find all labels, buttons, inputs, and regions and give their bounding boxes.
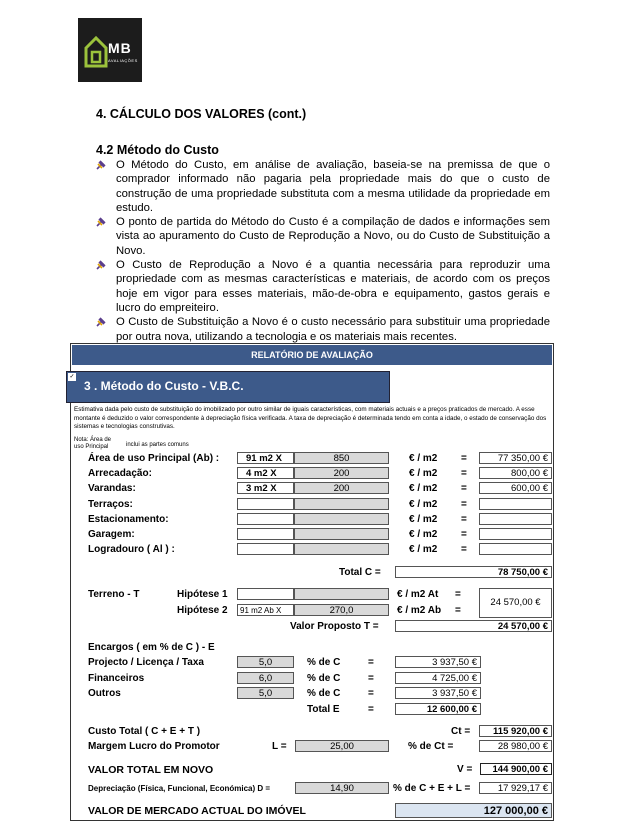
terreno-label: Terreno - T (88, 589, 140, 600)
hipotese2-unit: € / m2 Ab (397, 605, 442, 616)
depreciacao-label: Depreciação (Física, Funcional, Económica) D = (88, 784, 271, 793)
bullet-text: O ponto de partida do Método do Custo é a compilação de dados e informações sem vista ao apuramento do Custo de Reprodução a Novo, ou do Custo de Substituição a Novo. (116, 216, 550, 257)
area-price[interactable]: 850 (294, 452, 389, 464)
area-label: Terraços: (88, 499, 133, 510)
margem-l: L = (272, 741, 287, 752)
area-total: 77 350,00 € (479, 452, 552, 464)
encargo-value: 3 937,50 € (395, 687, 481, 699)
total-e-eq: = (368, 704, 374, 715)
area-qty[interactable]: 91 m2 X (237, 452, 294, 464)
area-total (479, 543, 552, 555)
area-label: Área de uso Principal (Ab) : (88, 453, 220, 464)
total-c-value: 78 750,00 € (395, 566, 552, 578)
encargo-label: Financeiros (88, 673, 145, 684)
encargo-eq: = (368, 673, 374, 684)
area-eq: = (461, 529, 467, 540)
margem-label: Margem Lucro do Promotor (88, 741, 220, 752)
area-label: Estacionamento: (88, 514, 169, 525)
pin-bullet-icon (96, 315, 116, 344)
company-logo (78, 18, 142, 82)
encargo-eq: = (368, 688, 374, 699)
area-eq: = (461, 514, 467, 525)
area-label: Garagem: (88, 529, 135, 540)
ct-value: 115 920,00 € (479, 725, 552, 737)
encargo-eq: = (368, 657, 374, 668)
encargo-label: Projecto / Licença / Taxa (88, 657, 204, 668)
depreciacao-value: 17 929,17 € (479, 782, 552, 794)
list-item (96, 215, 550, 258)
note-label: Nota: Área de uso Principal (74, 437, 112, 450)
margem-unit: % de Ct = (408, 741, 454, 752)
hipotese2-qty[interactable]: 91 m2 Ab X (237, 604, 294, 616)
area-unit: € / m2 (409, 544, 438, 555)
ct-label: Ct = (451, 726, 471, 737)
valor-novo-label: VALOR TOTAL EM NOVO (88, 764, 214, 776)
area-total (479, 528, 552, 540)
area-unit: € / m2 (409, 468, 438, 479)
total-c-label: Total C = (339, 567, 381, 578)
total-e-value: 12 600,00 € (395, 703, 481, 715)
area-total (479, 513, 552, 525)
area-eq: = (461, 544, 467, 555)
area-qty[interactable] (237, 528, 294, 540)
mercado-value: 127 000,00 € (395, 803, 552, 818)
hipotese1-price[interactable] (294, 588, 389, 600)
valor-novo-v: V = (457, 764, 473, 775)
list-item (96, 158, 550, 215)
area-qty[interactable]: 4 m2 X (237, 467, 294, 479)
area-label: Arrecadação: (88, 468, 152, 479)
hipotese1-unit: € / m2 At (397, 589, 439, 600)
encargo-label: Outros (88, 688, 121, 699)
logo-letters: MB (108, 40, 132, 56)
pin-bullet-icon (96, 258, 116, 315)
encargos-label: Encargos ( em % de C ) - E (88, 642, 215, 653)
hipotese2-label: Hipótese 2 (177, 605, 228, 616)
hipotese2-price[interactable]: 270,0 (294, 604, 389, 616)
area-price[interactable]: 200 (294, 467, 389, 479)
report-title-bar: RELATÓRIO DE AVALIAÇÃO (72, 345, 552, 365)
area-price[interactable] (294, 513, 389, 525)
area-total (479, 498, 552, 510)
area-unit: € / m2 (409, 514, 438, 525)
bullet-text: O Método do Custo, em análise de avaliação, baseia-se na premissa de que o comprador informado não pagaria pela propriedade mais do que o custo de construção de uma propriedade substituta com a mesma utilidade da propriedade em estudo. (116, 159, 550, 214)
area-unit: € / m2 (409, 453, 438, 464)
total-e-label: Total E (307, 704, 340, 715)
logo-subtitle: AVALIAÇÕES (108, 58, 138, 63)
area-qty[interactable]: 3 m2 X (237, 482, 294, 494)
bullet-text: O Custo de Substituição a Novo é o custo necessário para substituir uma propriedade por outra nova, utilizando a tecnologia e os materiais mais recentes. (116, 316, 550, 343)
area-total: 800,00 € (479, 467, 552, 479)
area-unit: € / m2 (409, 529, 438, 540)
encargo-unit: % de C (307, 657, 341, 668)
list-item (96, 258, 550, 315)
encargo-value: 3 937,50 € (395, 656, 481, 668)
subsection-heading: 4.2 Método do Custo (96, 143, 219, 157)
depreciacao-unit: % de C + E + L = (393, 783, 471, 794)
area-label: Logradouro ( Al ) : (88, 544, 175, 555)
valor-novo-value: 144 900,00 € (480, 763, 552, 775)
list-item (96, 315, 550, 344)
area-unit: € / m2 (409, 483, 438, 494)
valor-proposto-label: Valor Proposto T = (290, 621, 379, 632)
area-price[interactable] (294, 498, 389, 510)
area-label: Varandas: (88, 483, 136, 494)
area-eq: = (461, 499, 467, 510)
hipotese2-eq: = (455, 605, 461, 616)
area-unit: € / m2 (409, 499, 438, 510)
hipotese1-qty[interactable] (237, 588, 294, 600)
method-description: Estimativa dada pelo custo de substituição do imobilizado por outro similar de iguais características, com materiais actuais e a preços praticados de mercado. A esse montante é deduzido o valor correspondente à depreciação física verificada. A taxa de depreciação é determinada tendo em conta a idade, o estado de conservação dos sistemas e tecnologias construtivas. (74, 406, 547, 430)
bullet-list (96, 158, 550, 344)
section-title: 3 . Método do Custo - V.B.C. (84, 379, 244, 393)
mercado-label: VALOR DE MERCADO ACTUAL DO IMÓVEL (88, 805, 306, 817)
area-qty[interactable] (237, 498, 294, 510)
margem-value: 28 980,00 € (479, 740, 552, 752)
margem-pct[interactable]: 25,00 (295, 740, 389, 752)
hipotese1-eq: = (455, 589, 461, 600)
encargo-pct[interactable]: 5,0 (237, 656, 294, 668)
area-price[interactable]: 200 (294, 482, 389, 494)
hipotese1-label: Hipótese 1 (177, 589, 228, 600)
pin-bullet-icon (96, 215, 116, 258)
area-qty[interactable] (237, 543, 294, 555)
area-total: 600,00 € (479, 482, 552, 494)
area-eq: = (461, 453, 467, 464)
bullet-text: O Custo de Reprodução a Novo é a quantia necessária para reproduzir uma propriedade com as mesmas características e materiais, de acordo com os preços hoje em vigor para esses materiais, mão-de-obra e equipamento, gastos gerais e lucro do empreiteiro. (116, 259, 550, 314)
note-value: inclui as partes comuns (126, 442, 189, 448)
terreno-value: 24 570,00 € (479, 588, 552, 618)
depreciacao-pct[interactable]: 14,90 (295, 782, 389, 794)
encargo-value: 4 725,00 € (395, 672, 481, 684)
encargo-pct[interactable]: 6,0 (237, 672, 294, 684)
area-eq: = (461, 468, 467, 479)
checkbox-icon: ✓ (69, 374, 75, 380)
custo-total-label: Custo Total ( C + E + T ) (88, 726, 201, 737)
encargo-unit: % de C (307, 688, 341, 699)
encargo-pct[interactable]: 5,0 (237, 687, 294, 699)
encargo-unit: % de C (307, 673, 341, 684)
pin-bullet-icon (96, 158, 116, 215)
area-price[interactable] (294, 543, 389, 555)
area-price[interactable] (294, 528, 389, 540)
area-eq: = (461, 483, 467, 494)
valor-proposto-value: 24 570,00 € (395, 620, 552, 632)
section-heading: 4. CÁLCULO DOS VALORES (cont.) (96, 107, 307, 121)
area-qty[interactable] (237, 513, 294, 525)
